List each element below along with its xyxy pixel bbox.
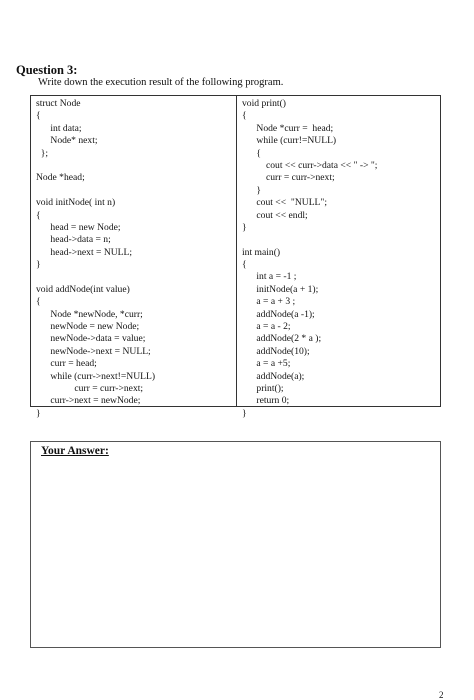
question-title: Question 3: [16,63,78,77]
code-line: Node *newNode, *curr; [36,308,143,320]
code-line: int data; [36,122,82,134]
code-line: { [36,209,41,221]
code-line: while (curr->next!=NULL) [36,370,156,382]
code-line: while (curr!=NULL) [242,135,337,147]
code-line: addNode(a); [242,370,305,382]
code-line: newNode = new Node; [36,321,140,333]
code-line: a = a + 3 ; [242,296,296,308]
code-line: initNode(a + 1); [242,283,319,295]
code-line: a = a - 2; [242,321,291,333]
code-line: void addNode(int value) [36,283,130,295]
code-line: cout << curr->data << " -> "; [242,159,378,171]
code-line: }; [36,147,49,159]
code-line: addNode(a -1); [242,308,315,320]
code-column-right [242,98,377,420]
code-line: head->next = NULL; [36,246,133,258]
code-line [242,234,377,246]
code-line: curr->next = newNode; [36,395,141,407]
code-line: } [36,407,41,419]
code-line: curr = curr->next; [242,172,335,184]
code-line: addNode(10); [242,345,310,357]
code-line: void print() [242,98,286,109]
code-line: head->data = n; [36,234,111,246]
code-line: } [242,184,261,196]
code-line [36,271,155,283]
code-table [30,95,441,419]
code-line: { [242,110,247,122]
code-line [36,185,155,197]
code-line: struct Node [36,98,81,109]
page-number: 2 [439,690,444,700]
code-line: } [36,259,41,271]
code-line: head = new Node; [36,221,121,233]
code-line: { [242,147,261,159]
code-line: curr = head; [36,358,97,370]
code-line: int main() [242,246,281,258]
code-line: { [36,110,41,122]
answer-label: Your Answer: [41,445,109,457]
code-line: Node* next; [36,135,98,147]
code-line: addNode(2 * a ); [242,333,322,345]
code-line: Node *head; [36,172,85,184]
code-line: } [242,407,247,419]
question-instruction: Write down the execution result of the following program. [38,77,284,88]
code-line: cout << "NULL"; [242,197,327,209]
code-line: a = a +5; [242,358,291,370]
column-divider [236,96,237,406]
code-line: print(); [242,382,284,394]
code-line: newNode->next = NULL; [36,345,151,357]
code-line: curr = curr->next; [36,382,144,394]
code-line: Node *curr = head; [242,122,334,134]
code-line: newNode->data = value; [36,333,146,345]
code-line [36,160,155,172]
code-line: void initNode( int n) [36,197,116,209]
code-line: { [242,259,247,271]
code-line: { [36,296,41,308]
code-line: } [242,221,247,233]
code-line: int a = -1 ; [242,271,297,283]
code-line: cout << endl; [242,209,308,221]
answer-box[interactable] [30,441,441,648]
code-line: return 0; [242,395,290,407]
code-column-left [36,98,155,420]
